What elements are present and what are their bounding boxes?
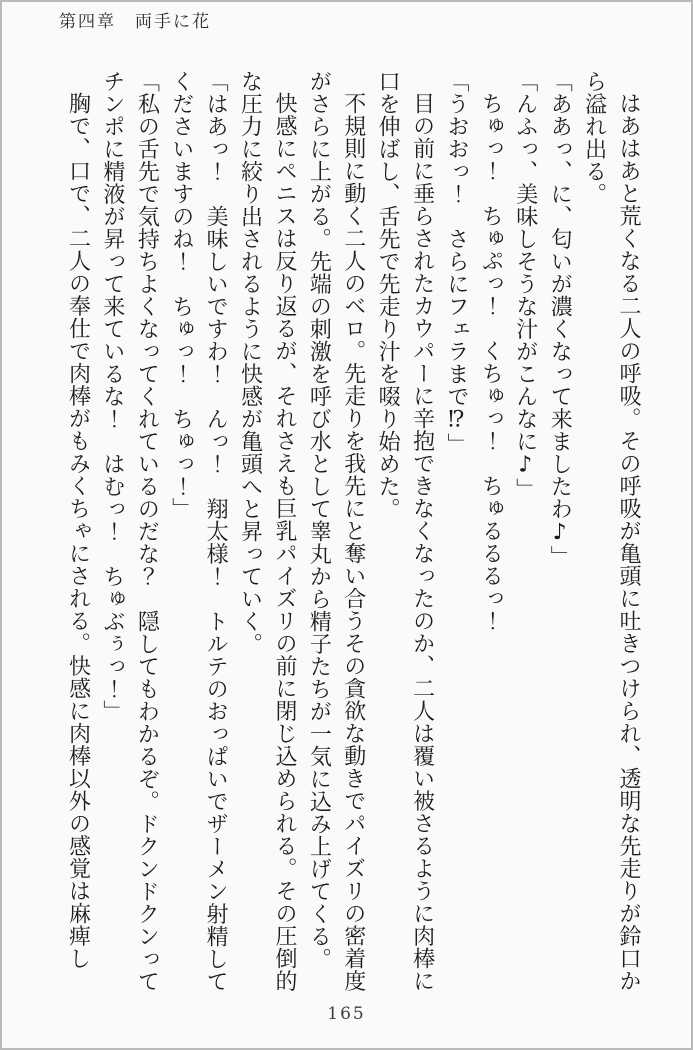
dialogue-line: 「私の舌先で気持ちよくなってくれているのだな？ 隠してもわかるぞ。ドクンドクンってチンポに精液が昇って来ているな！ はむっ！ ちゅぶぅっ！」 (99, 70, 160, 993)
chapter-header: 第四章 両手に花 (59, 12, 211, 32)
dialogue-line: 「ああっ、に、匂いが濃くなって来ましたわ♪」 (547, 70, 573, 568)
page-number: 165 (327, 1004, 366, 1024)
novel-paragraph: 目の前に垂らされたカウパーに辛抱できなくなったのか、二人は覆い被さるように肉棒に口を伸ばし、舌先で先走り汁を啜り始めた。 (375, 70, 435, 992)
novel-paragraph: 不規則に動く二人のベロ。先走りを我先にと奪い合うその貪欲な動きでパイズリの密着度がさらに上がる。先端の刺激を呼び水として睾丸から精子たちが一気に込み上げてくる。 (306, 70, 366, 992)
dialogue-line: 「うおおっ！ さらにフェラまで⁉」 (443, 70, 469, 456)
sfx-line: ちゅっ！ ちゅぷっ！ くちゅっ！ ちゅるるるっ！ (478, 92, 504, 632)
novel-paragraph: 快感にペニスは反り返るが、それさえも巨乳パイズリの前に閉じ込められる。その圧倒的な圧力に絞り出されるように快感が亀頭へと昇っていく。 (237, 70, 297, 992)
novel-paragraph: はあはあと荒くなる二人の呼吸。その呼吸が亀頭に吐きつけられ、透明な先走りが鈴口から溢れ出る。 (581, 70, 641, 992)
novel-paragraph: 胸で、口で、二人の奉仕で肉棒がもみくちゃにされる。快感に肉棒以外の感覚は麻痺し (65, 92, 91, 970)
dialogue-line: 「はあっ！ 美味しいですわ！ んっ！ 翔太様！ トルテのおっぱいでザーメン射精してくださいますのね！ ちゅっ！ ちゅっ！」 (168, 70, 229, 993)
dialogue-line: 「んふっ、美味しそうな汁がこんなに♪」 (512, 70, 538, 501)
page-body-text (45, 70, 645, 1005)
